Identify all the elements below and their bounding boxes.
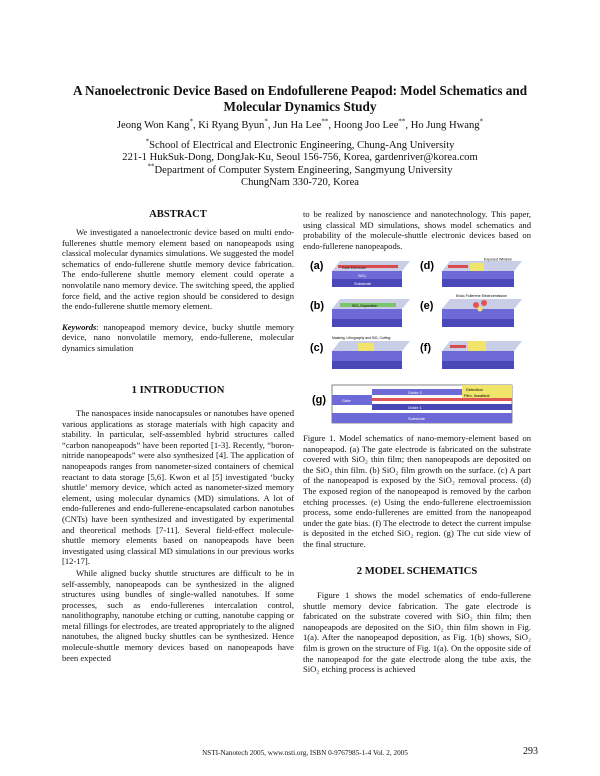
keywords-text: : nanopeapod memory device, bucky shuttle memory device, nano nonvolatile memory, endo-fullerene, molecular dynamics simulation — [62, 321, 294, 353]
author-name: Ki Ryang Byun — [198, 120, 265, 131]
author-name: Jun Ha Lee — [273, 120, 322, 131]
author-name: Hoong Joo Lee — [333, 120, 399, 131]
panel-c — [310, 336, 410, 369]
caption-text: Figure 1. Model schematics of nano-memory-element based on nanopeapod. (a) The gate electrode is fabricated on the substrate covered with SiO₂ thin film; then nanopeapods are deposited on the SiO₂ thin film. (b) SiO₂ film growth on the surface. (c) A part of the nanopeapod is exposed by the SiO₂ removal process. (d) The exposed region of the nanopeapod is removed by the carbon etching processes. (e) Using the endo-fullerene electroemission process, some endo-fullerenes are emitted from the nanopeapod under the gate bias. (f) The electrode to detect the current impulse is deposited in the etched SiO₂ region. (g) The cut side view of the final structure. — [303, 433, 531, 549]
panel-e-fullerene — [481, 300, 487, 306]
keywords — [62, 322, 294, 354]
panel-f-substrate — [442, 361, 514, 369]
page-number: 293 — [523, 746, 538, 757]
section-2-paragraph: Figure 1 shows the model schematics of endo-fullerene shuttle memory device fabrication. The gate electrode is fabricated on the substrate covered with SiO₂ thin film; then nanopeapods are deposited on the SiO₂ thin film shown in Fig. 1(a). After the nanopeapod deposition, as Fig. 1(b) shows, SiO₂ film is grown on the structure of Fig. 1(a). On the opposite side of the nanopeapod for the gate electrode along the tube axis, the SiO₂ etching process is achieved — [303, 590, 531, 675]
panel-g-oxide1 — [372, 404, 512, 410]
author-mark: ** — [321, 117, 329, 126]
panel-d-window — [470, 263, 484, 271]
panel-c-window — [358, 343, 374, 351]
panel-d-layer — [442, 271, 514, 279]
abstract-heading: ABSTRACT — [149, 209, 207, 220]
panel-g-gate-text: Gate — [342, 398, 351, 403]
panel-b — [310, 299, 410, 327]
section-2-heading: 2 MODEL SCHEMATICS — [356, 566, 478, 577]
panel-e-emission-text: Endo-Fullerene Electroemission — [456, 294, 507, 298]
intro-heading: 1 INTRODUCTION — [131, 385, 225, 396]
panel-b-layer — [332, 309, 402, 319]
panel-d-label: (d) — [420, 260, 435, 272]
author-list: Jeong Won Kang*, Ki Ryang Byun*, Jun Ha Lee**, Hoong Joo Lee**, Ho Jung Hwang* — [116, 117, 484, 131]
panel-g-oxide1-text: Oxide 1 — [408, 405, 422, 410]
panel-a — [310, 260, 410, 287]
intro-paragraph-2: While aligned bucky shuttle structures are difficult to be in self-assembly, nanopeapods can be synthesized in the aligned structures using bundles of single-walled nanotubes. If some processes, such as endo-fullerenes intercalation control, nanolithography, nanotube etching or cutting, nanotube capping or metal fillings for electrodes, are treated appropriately to the aligned nanotubes, the aligned bucky shuttles can be synthesized. Hence molecule-shuttle memory devices based on nanopeapods have been expected — [62, 567, 294, 663]
panel-b-deposition-text: SiO₂ Deposition — [352, 304, 378, 308]
panel-e — [420, 294, 522, 327]
panel-f-peapod — [450, 345, 466, 348]
panel-g-detection-text: Detection — [466, 387, 483, 392]
panel-g-gate — [332, 395, 372, 405]
figure-1 — [310, 257, 526, 427]
panel-d-peapod — [448, 265, 468, 268]
page-footer: NSTI-Nanotech 2005, www.nsti.org, ISBN 0-9767985-1-4 Vol. 2, 2005 — [202, 749, 408, 757]
panel-f — [420, 341, 522, 369]
panel-g-film-text: Film, Inwalledr — [464, 393, 490, 398]
panel-b-label: (b) — [310, 300, 325, 312]
affiliation-text: Department of Computer System Engineering, Sangmyung University — [154, 164, 453, 176]
affiliations — [40, 137, 560, 190]
affiliation-line-1 — [40, 137, 560, 152]
panel-g-tube — [372, 398, 512, 401]
abstract-body — [62, 227, 294, 354]
panel-c-layer — [332, 351, 402, 361]
author-mark: * — [479, 117, 484, 126]
affiliation-mark: ** — [147, 162, 155, 171]
panel-g-substrate-text: Substrate — [408, 416, 426, 421]
panel-a-sio2-layer — [332, 271, 402, 279]
affiliation-line-3 — [40, 162, 560, 177]
intro-continued-paragraph: to be realized by nanoscience and nanotechnology. This paper, using classical MD simulations, shows model schematics and probability of the molecule-shuttle electronic devices based on endo-fullerene nanopeapods. — [303, 209, 531, 251]
panel-c-label: (c) — [310, 342, 324, 354]
paper-title — [40, 83, 560, 115]
abstract-paragraph: We investigated a nanoelectronic device based on multi endo-fullerenes shuttle memory element based on nanopeapods using classical molecular dynamics simulations. We suggested the model schematics of endo-fullerene shuttle memory device fabrication. The endo-fullerene shuttle memory element could operate a nonvolatile nano memory device. The switching speed, the applied force field, and the active region should be considered to design the endo-fullerene shuttle memory element. — [62, 227, 294, 312]
panel-f-label: (f) — [420, 342, 431, 354]
panel-e-fullerene — [478, 307, 483, 312]
affiliation-line-2: 221-1 HukSuk-Dong, DongJak-Ku, Seoul 156-756, Korea, gardenriver@korea.com — [122, 152, 478, 164]
panel-a-label: (a) — [310, 260, 324, 272]
author-mark: * — [264, 117, 268, 126]
panel-f-electrode — [468, 341, 486, 351]
title-line-2: Molecular Dynamics Study — [223, 99, 377, 114]
panel-d — [420, 258, 522, 288]
panel-e-fullerene — [473, 302, 479, 308]
affiliation-line-4: ChungNam 330-720, Korea — [241, 177, 359, 189]
panel-g-label: (g) — [312, 394, 327, 406]
panel-a-substrate-text: Substrate — [354, 281, 372, 286]
author-name: Ho Jung Hwang — [410, 120, 480, 131]
panel-g — [312, 385, 512, 423]
panel-b-substrate — [332, 319, 402, 327]
affiliation-mark: * — [145, 137, 150, 146]
section-2-body — [303, 590, 531, 675]
panel-g-oxide2-text: Oxide 2 — [408, 390, 422, 395]
affiliation-text: School of Electrical and Electronic Engineering, Chung-Ang University — [149, 140, 455, 151]
panel-c-substrate — [332, 361, 402, 369]
figure-1-schematic — [310, 257, 526, 427]
author-name: Jeong Won Kang — [116, 120, 190, 131]
intro-paragraph-1: The nanospaces inside nanocapsules or nanotubes have opened various applications as storage materials with high capacity and stability. In particular, self-assembled hybrid structures called “carbon nanopeapods” have been reported [1-3]. Recently, “boron-nitride nanopeapods” were also synthesized [4]. The application of nanopeapods ranges from nanometer-sized containers of chemical reactant to data storage [5,6]. Kwon et al [5] investigated ‘bucky shuttle’ memory device, which acted as nanometer-sized memory element, using molecular dynamics (MD) simulations. A lot of endo-fullerenes and endo-fullerene-encapsulated carbon nanotubes (CNTs) have been synthesized and investigated by experimental and theoretical methods [7-11]. Several field-effect molecule-shuttle memory elements based on nanopeapods have been investigated using classical MD simulations in our previous works [12-17]. — [62, 408, 294, 567]
panel-a-sio2-text: SiO₂ — [358, 273, 367, 278]
author-mark: ** — [398, 117, 406, 126]
panel-e-substrate — [442, 319, 514, 327]
right-column-intro-continued — [303, 209, 531, 251]
panel-f-layer — [442, 351, 514, 361]
author-mark: * — [189, 117, 193, 126]
panel-a-gate-text: Gate Electrode — [342, 266, 366, 270]
intro-body — [62, 408, 294, 663]
panel-c-masking-text: Masking, Lithography and SiO₂ Cutting — [332, 336, 391, 340]
keywords-label: Keywords — [62, 321, 97, 332]
panel-d-substrate — [442, 279, 514, 287]
figure-1-caption — [303, 433, 531, 550]
title-line-1: A Nanoelectronic Device Based on Endofullerene Peapod: Model Schematics and — [72, 83, 528, 98]
panel-d-window-text: Exposed Window — [484, 257, 512, 262]
panel-e-label: (e) — [420, 300, 434, 312]
